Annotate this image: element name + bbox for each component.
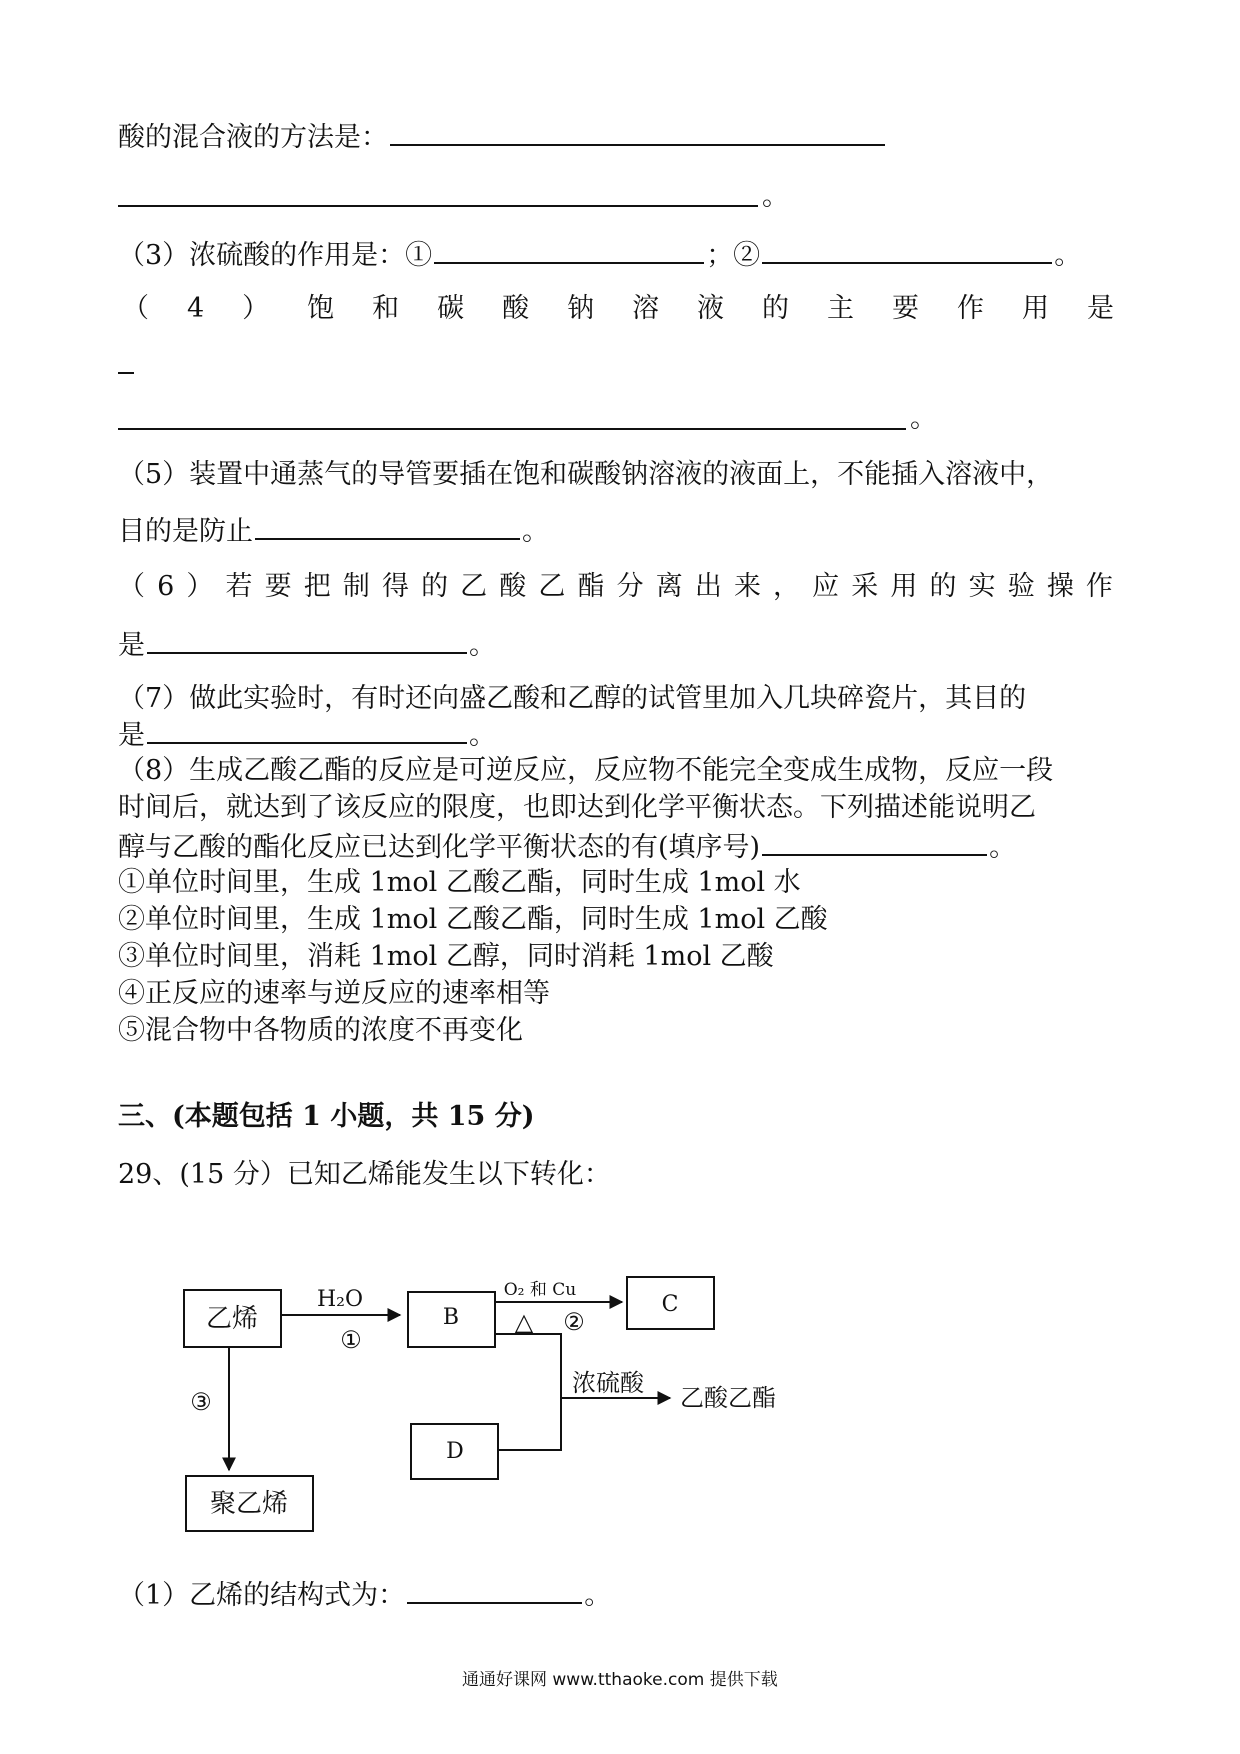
option-1: ①单位时间里，生成 1mol 乙酸乙酯，同时生成 1mol 水 [118, 867, 801, 898]
q4-char: 的 [762, 293, 790, 324]
q6-char: 用 [890, 571, 918, 602]
ethyl-acetate-label: 乙酸乙酯 [680, 1384, 776, 1412]
option-4: ④正反应的速率与逆反应的速率相等 [118, 978, 550, 1009]
q6-char: 若 [225, 571, 253, 602]
q6-char: 验 [1007, 571, 1035, 602]
q6-char: 出 [694, 571, 722, 602]
polyethylene-label: 聚乙烯 [209, 1489, 289, 1519]
q4-char: 酸 [502, 293, 530, 324]
q4-char: 溶 [632, 293, 660, 324]
q4-char: 碳 [437, 293, 465, 324]
q3-label: （3）浓硫酸的作用是：① [118, 240, 433, 271]
line-q29-1 [118, 1576, 611, 1613]
q4-char: ） [242, 293, 270, 324]
q6-char: 实 [968, 571, 996, 602]
line-q5: （5）装置中通蒸气的导管要插在饱和碳酸钠溶液的液面上，不能插入溶液中， [118, 459, 1054, 490]
heat-label: △ [514, 1308, 534, 1336]
answer-blank-q29-1[interactable] [407, 1576, 582, 1604]
period: 。 [910, 403, 937, 434]
q8-question-label: 醇与乙酸的酯化反应已达到化学平衡状态的有(填序号) [118, 832, 761, 863]
question-29: 29、(15 分）已知乙烯能发生以下转化： [118, 1159, 611, 1190]
period: 。 [989, 832, 1017, 863]
d-label: D [446, 1439, 464, 1464]
q4-char: 主 [827, 293, 855, 324]
q6-char: 作 [1085, 571, 1113, 602]
c-label: C [661, 1292, 679, 1317]
q6-char: 要 [264, 571, 292, 602]
o2cu-label: O₂ 和 Cu [503, 1280, 577, 1300]
q6-char: 6 [157, 571, 175, 602]
q4-char: 钠 [567, 293, 595, 324]
q6-char: 离 [655, 571, 683, 602]
q6-char: 的 [421, 571, 449, 602]
q6-char: 乙 [460, 571, 488, 602]
q6-char: ， [773, 571, 801, 602]
step1-label: ① [340, 1326, 362, 1354]
line-q8-cont: 时间后，就达到了该反应的限度，也即达到化学平衡状态。下列描述能说明乙 [118, 792, 1036, 823]
q5-purpose-label: 目的是防止 [118, 516, 253, 547]
option-2: ②单位时间里，生成 1mol 乙酸乙酯，同时生成 1mol 乙酸 [118, 904, 828, 935]
q3-sep: ；② [706, 240, 761, 271]
conc-h2so4-label: 浓硫酸 [572, 1369, 644, 1397]
step3-label: ③ [190, 1388, 212, 1416]
q6-char: 来 [733, 571, 761, 602]
line-q7: （7）做此实验时，有时还向盛乙酸和乙醇的试管里加入几块碎瓷片，其目的 [118, 683, 1027, 714]
q6-char: ） [186, 571, 214, 602]
step2-label: ② [563, 1308, 585, 1336]
section-heading: 三、(本题包括 1 小题，共 15 分) [118, 1101, 535, 1132]
q6-char: 的 [929, 571, 957, 602]
option-5: ⑤混合物中各物质的浓度不再变化 [118, 1015, 523, 1046]
q6-char: 分 [616, 571, 644, 602]
h2o-label: H₂O [316, 1287, 364, 1312]
q6-char: 制 [342, 571, 370, 602]
ethylene-label: 乙烯 [205, 1304, 259, 1334]
period: 。 [469, 720, 496, 751]
q6-answer-label: 是 [118, 630, 145, 661]
period: 。 [584, 1580, 612, 1611]
q4-char: 4 [186, 293, 205, 324]
q7-answer-label: 是 [118, 720, 145, 751]
footer-source: 通通好课网 www.tthaoke.com 提供下载 [462, 1670, 778, 1690]
q6-char: 采 [851, 571, 879, 602]
q6-char: 酸 [499, 571, 527, 602]
period: 。 [1054, 240, 1082, 271]
q6-char: 得 [381, 571, 409, 602]
q4-char: 要 [892, 293, 919, 324]
q4-char: 用 [1021, 293, 1049, 324]
q4-char: （ [122, 293, 149, 324]
q4-char: 和 [372, 293, 400, 324]
q4-char: 液 [697, 293, 725, 324]
q4-char: 饱 [307, 293, 335, 324]
option-3: ③单位时间里，消耗 1mol 乙醇，同时消耗 1mol 乙酸 [118, 941, 774, 972]
q6-char: 酯 [577, 571, 605, 602]
q6-char: 把 [303, 571, 331, 602]
q6-char: 操 [1046, 571, 1074, 602]
connector-b-d [495, 1334, 561, 1450]
b-label: B [442, 1305, 460, 1330]
period: 。 [469, 630, 496, 661]
line-q8: （8）生成乙酸乙酯的反应是可逆反应，反应物不能完全变成生成物，反应一段 [118, 755, 1054, 786]
q4-char: 作 [956, 293, 984, 324]
method-label: 酸的混合液的方法是： [118, 122, 388, 153]
q6-char: 乙 [538, 571, 566, 602]
q4-char: 是 [1086, 293, 1114, 324]
period: 。 [522, 516, 549, 547]
period: 。 [762, 181, 789, 212]
q29-1-label: （1）乙烯的结构式为： [118, 1580, 406, 1611]
q6-char: （ [118, 571, 145, 602]
q6-char: 应 [812, 571, 840, 602]
